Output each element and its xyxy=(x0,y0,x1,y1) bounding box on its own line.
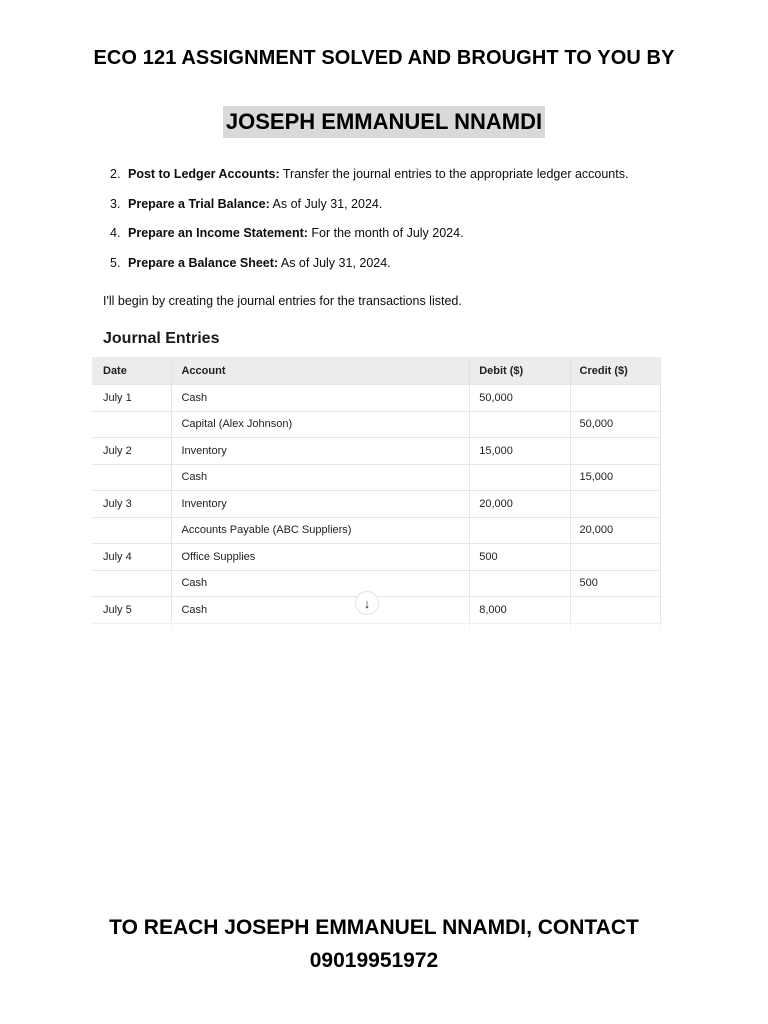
cell-debit: 15,000 xyxy=(470,438,570,465)
step-title: Prepare a Trial Balance: xyxy=(128,196,270,211)
journal-heading: Journal Entries xyxy=(103,330,220,347)
table-row xyxy=(92,438,661,465)
cell-credit: 20,000 xyxy=(570,517,660,544)
cell-date xyxy=(92,570,172,597)
cell-debit xyxy=(470,570,570,597)
step-number: 5. xyxy=(110,255,121,270)
cell-credit xyxy=(570,544,660,571)
cell-date xyxy=(92,517,172,544)
step-number: 3. xyxy=(110,196,121,211)
step-text: Transfer the journal entries to the appropriate ledger accounts. xyxy=(279,167,629,181)
scroll-down-button[interactable] xyxy=(355,591,379,615)
cell-date xyxy=(92,411,172,438)
table-fade-overlay xyxy=(92,618,672,634)
step-number: 2. xyxy=(110,167,121,181)
cell-debit: 50,000 xyxy=(470,385,570,412)
step-item xyxy=(92,223,672,253)
step-title: Prepare a Balance Sheet: xyxy=(128,255,279,270)
column-header-date: Date xyxy=(92,357,172,385)
table-row xyxy=(92,411,661,438)
step-number: 4. xyxy=(110,226,121,240)
intro-text: I'll begin by creating the journal entries for the transactions listed. xyxy=(103,294,462,308)
document-title: ECO 121 ASSIGNMENT SOLVED AND BROUGHT TO YOU BY xyxy=(93,47,675,69)
cell-account: Cash xyxy=(172,570,470,597)
cell-account: Office Supplies xyxy=(172,544,470,571)
step-item xyxy=(92,194,672,224)
column-header-account: Account xyxy=(172,357,470,385)
step-item xyxy=(92,253,672,283)
embedded-chat-screenshot xyxy=(92,156,672,634)
column-header-credit: Credit ($) xyxy=(570,357,660,385)
cell-credit: 15,000 xyxy=(570,464,660,491)
cell-account: Cash xyxy=(172,597,470,624)
cell-debit: 500 xyxy=(470,544,570,571)
contact-phone: 09019951972 xyxy=(309,949,439,972)
cell-account: Cash xyxy=(172,464,470,491)
author-name: JOSEPH EMMANUEL NNAMDI xyxy=(223,106,545,138)
table-row xyxy=(92,570,661,597)
table-row xyxy=(92,464,661,491)
cell-date: July 2 xyxy=(92,438,172,465)
cell-date xyxy=(92,464,172,491)
journal-table xyxy=(92,357,661,634)
steps-list xyxy=(92,164,672,282)
cell-credit: 500 xyxy=(570,570,660,597)
cell-credit xyxy=(570,491,660,518)
step-text: As of July 31, 2024. xyxy=(269,196,383,211)
cell-account: Inventory xyxy=(172,491,470,518)
step-item xyxy=(92,164,672,194)
step-title: Post to Ledger Accounts: xyxy=(128,167,280,181)
table-row xyxy=(92,544,661,571)
cell-credit xyxy=(570,385,660,412)
cell-credit xyxy=(570,438,660,465)
cell-credit: 50,000 xyxy=(570,411,660,438)
step-text: As of July 31, 2024. xyxy=(278,255,391,270)
cell-account: Inventory xyxy=(172,438,470,465)
cell-debit: 20,000 xyxy=(470,491,570,518)
table-row xyxy=(92,517,661,544)
table-row xyxy=(92,491,661,518)
cell-account: Cash xyxy=(172,385,470,412)
cell-debit xyxy=(470,517,570,544)
step-title: Prepare an Income Statement: xyxy=(128,226,308,240)
cell-date: July 3 xyxy=(92,491,172,518)
arrow-down-icon: ↓ xyxy=(363,595,371,611)
cell-date: July 1 xyxy=(92,385,172,412)
contact-line: TO REACH JOSEPH EMMANUEL NNAMDI, CONTACT xyxy=(109,916,639,939)
column-header-debit: Debit ($) xyxy=(470,357,570,385)
cell-debit: 8,000 xyxy=(470,597,570,624)
table-row xyxy=(92,385,661,412)
cell-date: July 4 xyxy=(92,544,172,571)
cell-date: July 5 xyxy=(92,597,172,624)
author-banner xyxy=(0,106,768,138)
cell-debit xyxy=(470,411,570,438)
cell-account: Accounts Payable (ABC Suppliers) xyxy=(172,517,470,544)
cell-account: Capital (Alex Johnson) xyxy=(172,411,470,438)
cell-debit xyxy=(470,464,570,491)
table-header-row xyxy=(92,357,661,385)
step-text: For the month of July 2024. xyxy=(307,226,464,240)
